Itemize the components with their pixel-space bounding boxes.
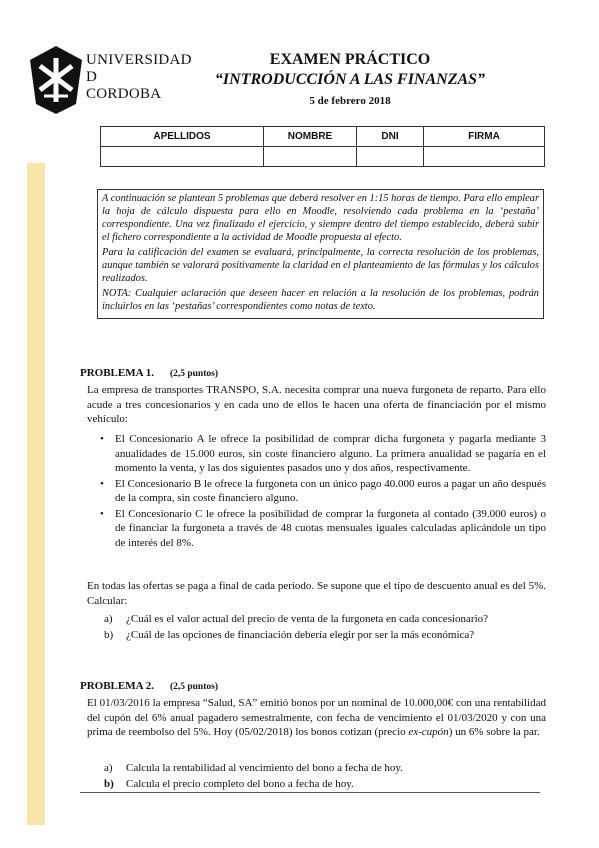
problem2-points: (2,5 puntos) [169,682,218,692]
problem1-questions [104,612,546,643]
problem2-title: PROBLEMA 2. [80,680,154,692]
university-line: UNIVERSIDAD [86,52,192,68]
nombre-cell[interactable] [264,147,357,167]
problem2-intro-part: El 01/03/2016 la empresa “Salud, SA” emitió bonos por un nominal de 10.000,00€ con una rentabilidad del cupón del 6% anual pagadero semestralmente, con fecha de vencimiento el 01/03/2020 y con una prima de reembolso del 5%. Hoy (05/02/2018) los bonos cotizan (precio [87,697,546,738]
problem1-heading [80,367,218,379]
instructions-box [97,189,544,319]
university-line: D [86,69,98,85]
list-item [104,761,546,776]
problem2-heading [80,680,218,692]
apellidos-cell[interactable] [101,147,264,167]
problem2-intro-text [87,696,546,740]
list-item: • El Concesionario C le ofrece la posibilidad de comprar la furgoneta al contado (39.000 euros) o de financiar la furgoneta a través de 48 cuotas mensuales iguales calculadas aplicándole un tipo de interés del 8%. [100,507,546,551]
column-header-firma: FIRMA [424,127,545,147]
problem1-intro [87,383,546,427]
list-item: • El Concesionario B le ofrece la furgoneta con un único pago 40.000 euros a pagar un año después de la compra, sin coste financiero alguno. [100,477,546,506]
question-text: Calcula la rentabilidad al vencimiento del bono a fecha de hoy. [126,762,403,774]
instructions-paragraph: Para la calificación del examen se evaluará, principalmente, la correcta resolución de los problemas, aunque también se valorará positivamente la claridad en el planteamiento de las fórmulas y los cálculos realizados. [102,247,539,284]
problem1-points: (2,5 puntos) [169,369,218,379]
university-name [86,52,192,103]
university-logo-icon [26,44,86,116]
problem1-offers-list [100,432,546,551]
exam-title: EXAMEN PRÁCTICO [269,51,431,68]
problem1-title: PROBLEMA 1. [80,367,154,379]
list-item [104,628,546,643]
question-text: ¿Cuál de las opciones de financiación debería elegir por ser la más económica? [126,628,475,641]
decorative-side-bar [27,163,45,825]
firma-cell[interactable] [424,147,545,167]
column-header-nombre: NOMBRE [264,127,357,147]
dni-cell[interactable] [357,147,424,167]
student-id-table [100,126,545,167]
problem2-intro-part: ) un 6% sobre la par. [448,726,540,738]
list-item [104,612,546,627]
column-header-apellidos: APELLIDOS [101,127,264,147]
question-marker: b) [104,628,114,641]
question-marker: a) [104,613,113,625]
problem1-closing-text: En todas las ofertas se paga a final de cada periodo. Se supone que el tipo de descuento anual es del 5%. Calcular: [87,580,546,607]
university-line: CORDOBA [86,86,162,102]
question-text: Calcula el precio completo del bono a fecha de hoy. [126,777,354,790]
exam-subtitle: “INTRODUCCIÓN A LAS FINANZAS” [214,71,486,88]
question-marker: b) [104,777,114,790]
list-item [104,777,546,792]
problem1-intro-text: La empresa de transportes TRANSPO, S.A. necesita comprar una nueva furgoneta de reparto. Para ello acude a tres concesionarios y en cada uno de ellos le hacen una oferta de financiación por el mismo vehículo: [87,384,546,425]
instructions-note: NOTA: Cualquier aclaración que deseen hacer en relación a la resolución de los problemas, podrán incluirlos en las ‘pestañas’ correspondientes como notas de texto. [102,288,539,312]
problem2-intro-italic: ex-cupón [408,726,449,738]
problem1-closing [87,579,546,608]
question-text: ¿Cuál es el valor actual del precio de venta de la furgoneta en cada concesionario? [126,613,489,625]
problem2-intro [87,696,546,740]
instructions-paragraph: A continuación se plantean 5 problemas que deberá resolver en 1:15 horas de tiempo. Para ello emplear la hoja de cálculo dispuesta para ello en Moodle, resolviendo cada problema en la ‘pestaña’ correspondiente. Una vez finalizado el ejercicio, y siempre dentro del tiempo establecido, deberá subir el fichero correspondiente a la actividad de Moodle propuesta al efecto. [102,193,539,243]
exam-date: 5 de febrero 2018 [309,95,391,107]
problem2-questions [104,761,546,792]
column-header-dni: DNI [357,127,424,147]
question-marker: a) [104,762,113,774]
footer-divider [80,792,540,793]
exam-header [200,50,500,110]
list-item: • El Concesionario A le ofrece la posibilidad de comprar dicha furgoneta y pagarla mediante 3 anualidades de 15.000 euros, sin coste financiero alguno. La primera anualidad se pagaría en el momento la venta, y las dos siguientes pasados uno y dos años, respectivamente. [100,432,546,476]
